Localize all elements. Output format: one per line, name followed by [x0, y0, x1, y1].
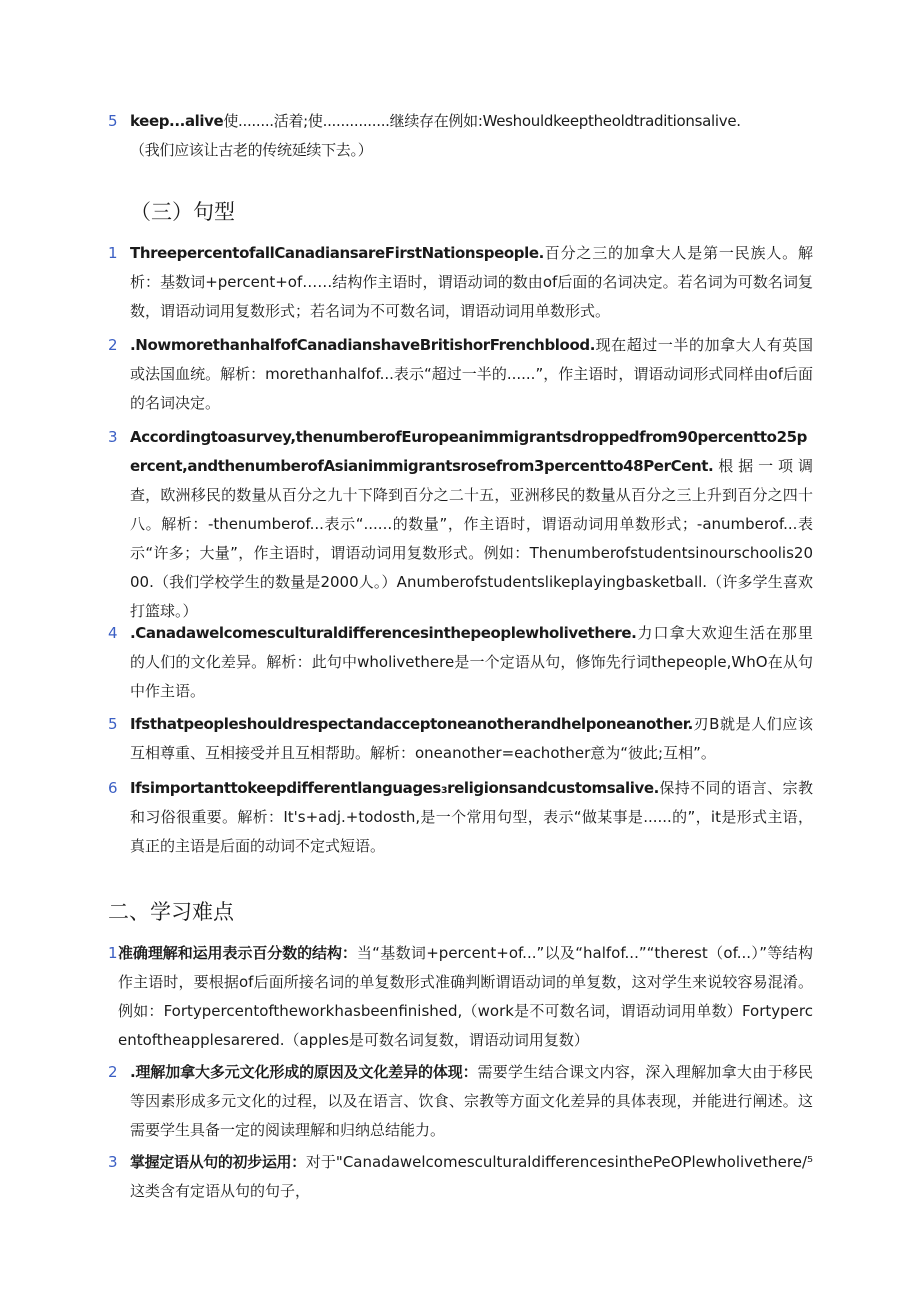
difficulty-title: .理解加拿大多元文化形成的原因及文化差异的体现： [130, 1063, 478, 1081]
sentence-text: .Canadawelcomesculturaldifferencesinthepeoplewholivethere. [130, 624, 637, 642]
sentence-text: ThreepercentofallCanadiansareFirstNationspeople. [130, 244, 544, 262]
sentence-item [108, 710, 813, 768]
vocab-text: 使........活着;使...............继续存在例如:Weshouldkeeptheoldtraditionsalive. [223, 112, 741, 130]
vocab-translation: （我们应该让古老的传统延续下去。） [130, 141, 373, 159]
sentence-analysis: 刃B就是人们应该互相尊重、互相接受并且互相帮助。解析：oneanother=eachother意为“彼此;互相”。 [130, 715, 813, 762]
item-number: 2 [108, 1063, 118, 1081]
sentence-analysis: 保持不同的语言、宗教和习俗很重要。解析：It's+adj.+todosth,是一个常用句型，表示“做某事是......的”，it是形式主语，真正的主语是后面的动词不定式短语。 [130, 779, 813, 855]
difficulty-title: 准确理解和运用表示百分数的结构： [118, 944, 357, 962]
sentence-item [108, 331, 813, 418]
sentence-analysis: 百分之三的加拿大人是第一民族人。解析：基数词+percent+of……结构作主语时，谓语动词的数由of后面的名词决定。若名词为可数名词复数，谓语动词用复数形式；若名词为不可数名词，谓语动词用单数形式。 [130, 244, 813, 320]
section-heading-sentence: （三）句型 [130, 200, 235, 224]
difficulty-item [108, 1058, 813, 1145]
sentence-text: .NowmorethanhalfofCanadianshaveBritishorFrenchblood. [130, 336, 595, 354]
sentence-analysis: 根据一项调查，欧洲移民的数量从百分之九十下降到百分之二十五，亚洲移民的数量从百分之三上升到百分之四十八。解析：-thenumberof...表示“......的数量”，作主语时，谓语动词用单数形式；-anumberof...表示“许多；大量”，作主语时，谓语动词用复数形式。例如：Thenumberofstudentsinourschoolis2000.（我们学校学生的数量是2000人。）Anumberofstudentslikeplayingbasketball.（许多学生喜欢打篮球。） [130, 457, 813, 620]
sentence-analysis: 现在超过一半的加拿大人有英国或法国血统。解析：morethanhalfof...表示“超过一半的......”，作主语时，谓语动词形式同样由of后面的名词决定。 [130, 336, 813, 412]
sentence-text: Accordingtoasurvey,thenumberofEuropeanimmigrantsdroppedfrom90percentto25percent,andthenumberofAsianimmigrantsrosefrom3percentto48PerCent. [130, 428, 807, 475]
sentence-item [108, 774, 813, 861]
item-number: 4 [108, 624, 118, 642]
vocab-phrase: keep...alive [130, 112, 224, 130]
item-number: 1 [108, 244, 118, 262]
sentence-analysis: 力口拿大欢迎生活在那里的人们的文化差异。解析：此句中wholivethere是一个定语从句，修饰先行词thepeople,WhO在从句中作主语。 [130, 624, 813, 700]
item-number: 1 [108, 944, 118, 962]
item-number: 3 [108, 428, 118, 446]
difficulty-text: 对于"CanadawelcomesculturaldifferencesinthePeOPlewholivethere/⁵这类含有定语从句的句子， [130, 1153, 814, 1200]
item-number: 5 [108, 112, 118, 130]
difficulty-text: 需要学生结合课文内容，深入理解加拿大由于移民等因素形成多元文化的过程，以及在语言、饮食、宗教等方面文化差异的具体表现，并能进行阐述。这需要学生具备一定的阅读理解和归纳总结能力。 [130, 1063, 813, 1139]
difficulty-item [108, 1148, 813, 1206]
sentence-text: Ifsthatpeopleshouldrespectandacceptoneanotherandhelponeanother. [130, 715, 693, 733]
item-number: 3 [108, 1153, 118, 1171]
sentence-item [108, 619, 813, 706]
difficulty-text: 当“基数词+percent+of...”以及“halfof...”“therest（of...）”等结构作主语时，要根据of后面所接名词的单复数形式准确判断谓语动词的单复数，这对学生来说较容易混淆。例如：Fortypercentoftheworkhasbeenfinished,（work是不可数名词，谓语动词用单数）Fortypercentoftheapplesarered.（apples是可数名词复数，谓语动词用复数） [118, 944, 813, 1049]
item-number: 2 [108, 336, 118, 354]
difficulty-item [108, 939, 813, 1055]
section-heading-difficulty: 二、学习难点 [108, 900, 234, 924]
vocab-item [108, 107, 813, 165]
difficulty-title: 掌握定语从句的初步运用： [130, 1153, 306, 1171]
item-number: 5 [108, 715, 118, 733]
sentence-item [108, 239, 813, 326]
sentence-text: Ifsimportanttokeepdifferentlanguages₃religionsandcustomsalive. [130, 779, 659, 797]
sentence-item [108, 423, 813, 626]
item-number: 6 [108, 779, 118, 797]
